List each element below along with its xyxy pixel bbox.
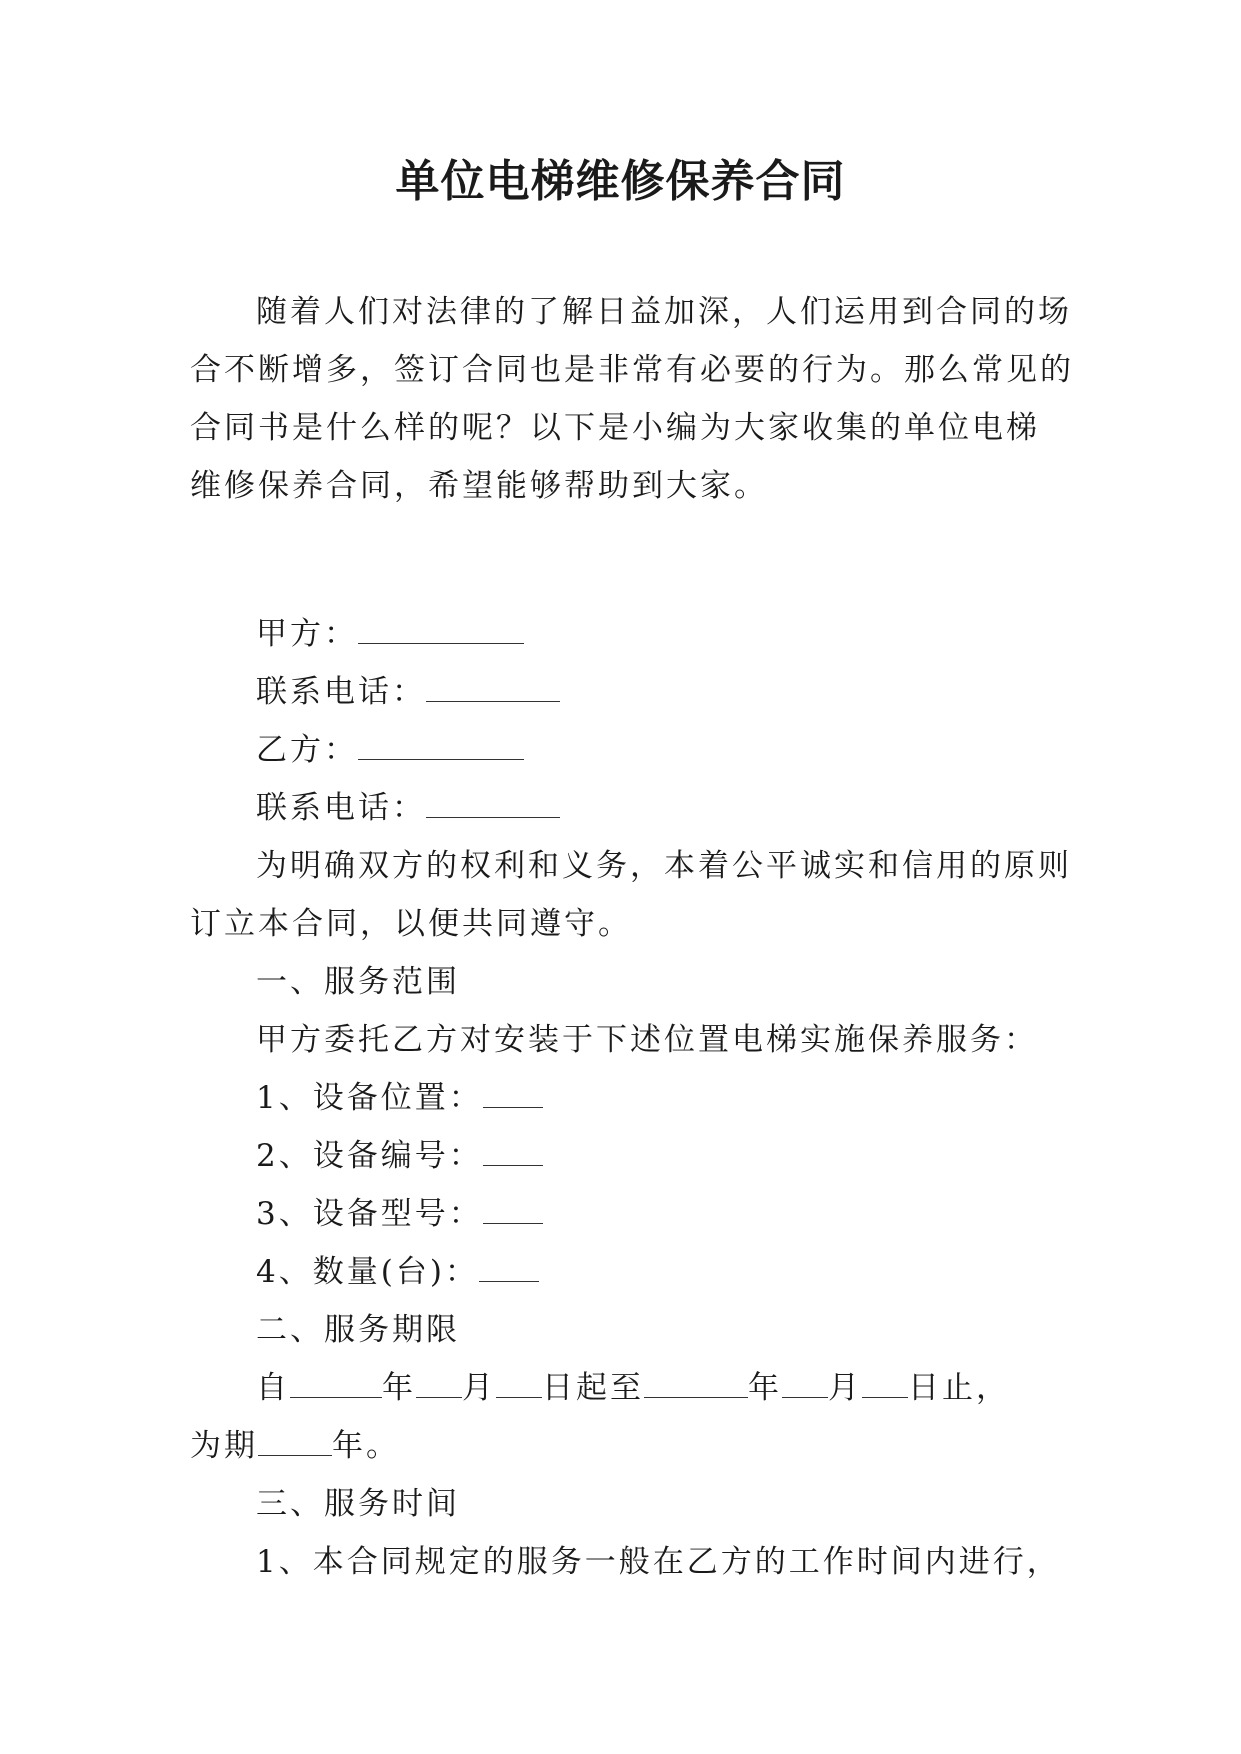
party-a-phone-label: 联系电话： [256,674,426,710]
duration-suffix: 年。 [332,1428,400,1464]
item-blank[interactable] [483,1085,543,1108]
section-heading: 二、服务期限 [256,1312,460,1348]
period-day-start: 日起至 [542,1370,644,1406]
item-label: 2、设备编号： [256,1138,483,1174]
party-a-phone-row [190,663,1050,721]
intro-line: 维修保养合同，希望能够帮助到大家。 [190,468,768,504]
period-year: 年 [382,1370,416,1406]
item-label: 3、设备型号： [256,1196,483,1232]
end-day-blank[interactable] [862,1375,908,1398]
party-a-phone-blank[interactable] [426,679,560,702]
item-row [190,1069,1050,1127]
period-row [190,1359,1050,1417]
period-day-end: 日止， [908,1370,1010,1406]
period-from: 自 [256,1370,290,1406]
item-blank[interactable] [483,1143,543,1166]
section-heading: 三、服务时间 [256,1486,460,1522]
end-year-blank[interactable] [644,1375,748,1398]
period-month: 月 [828,1370,862,1406]
start-month-blank[interactable] [416,1375,462,1398]
document-body [190,283,1074,1591]
purpose-line: 订立本合同，以便共同遵守。 [190,906,632,942]
party-b-row [190,721,1050,779]
start-day-blank[interactable] [496,1375,542,1398]
item-row [190,1243,1050,1301]
start-year-blank[interactable] [290,1375,382,1398]
party-b-phone-row [190,779,1050,837]
purpose-line: 为明确双方的权利和义务，本着公平诚实和信用的原则 [256,848,1072,884]
party-b-phone-blank[interactable] [426,795,560,818]
section-text: 甲方委托乙方对安装于下述位置电梯实施保养服务： [256,1022,1038,1058]
intro-line: 合同书是什么样的呢？以下是小编为大家收集的单位电梯 [190,410,1040,446]
item-row [190,1127,1050,1185]
end-month-blank[interactable] [782,1375,828,1398]
period-month: 月 [462,1370,496,1406]
intro-line: 合不断增多，签订合同也是非常有必要的行为。那么常见的 [190,352,1074,388]
party-a-row [190,605,1050,663]
item-row [190,1185,1050,1243]
section-text: 1、本合同规定的服务一般在乙方的工作时间内进行， [256,1544,1061,1580]
party-b-blank[interactable] [358,737,524,760]
duration-row [190,1417,1050,1475]
party-a-blank[interactable] [358,621,524,644]
item-blank[interactable] [483,1201,543,1224]
item-label: 4、数量(台)： [256,1254,479,1290]
duration-prefix: 为期 [190,1428,258,1464]
section-heading: 一、服务范围 [256,964,460,1000]
item-label: 1、设备位置： [256,1080,483,1116]
intro-line: 随着人们对法律的了解日益加深，人们运用到合同的场 [256,294,1072,330]
document-title: 单位电梯维修保养合同 [395,156,846,207]
party-b-phone-label: 联系电话： [256,790,426,826]
party-a-label: 甲方： [256,616,358,652]
item-blank[interactable] [479,1259,539,1282]
period-year: 年 [748,1370,782,1406]
party-b-label: 乙方： [256,732,358,768]
spacer [190,515,1050,605]
duration-blank[interactable] [258,1433,332,1456]
